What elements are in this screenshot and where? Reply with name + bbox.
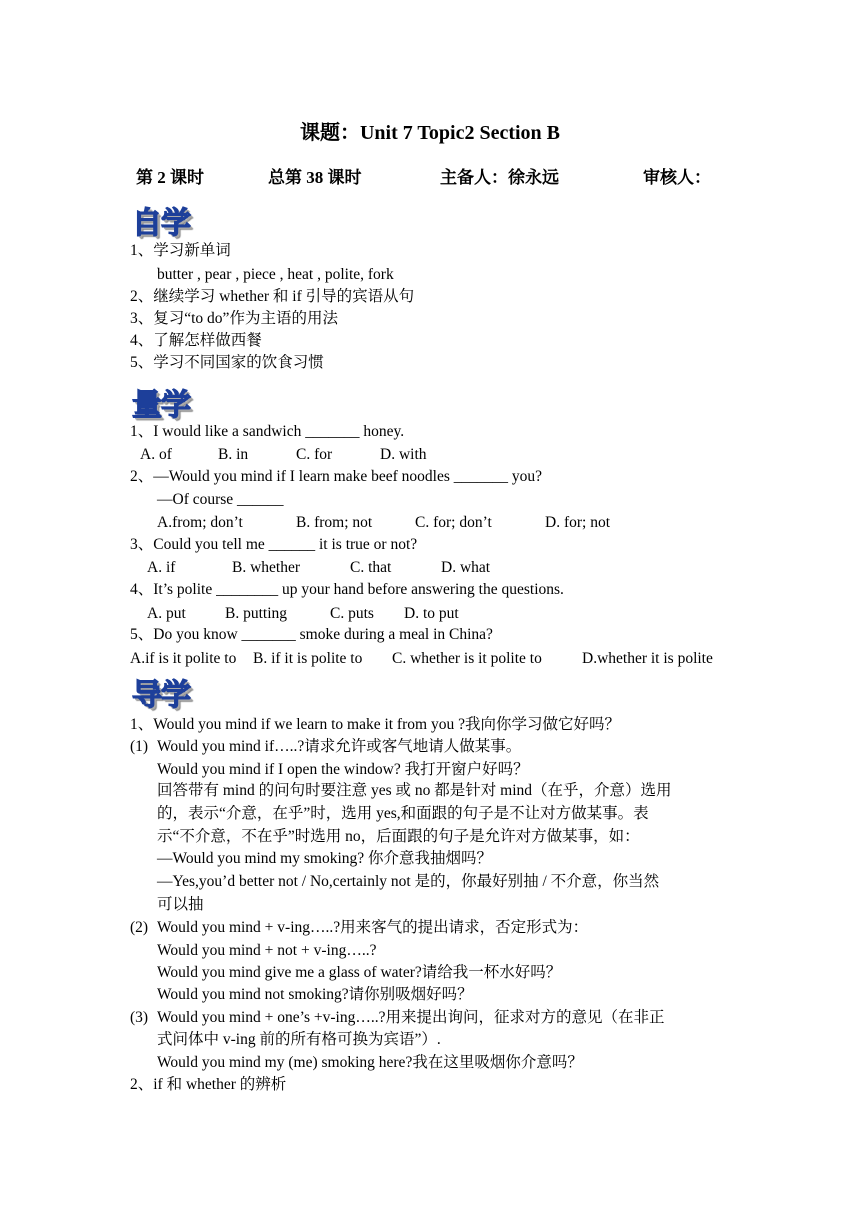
quiz-option: A. of bbox=[140, 446, 172, 463]
total-lesson-number: 总第 38 课时 bbox=[268, 168, 362, 187]
quiz-option: C. for; don’t bbox=[415, 514, 492, 531]
guide-example: Would you mind not smoking?请你别吸烟好吗？ bbox=[157, 986, 473, 1003]
quiz-option: C. that bbox=[350, 559, 392, 576]
guide-line-1: 1、Would you mind if we learn to make it from you ?我向你学习做它好吗？ bbox=[130, 716, 620, 733]
guide-point-number: (2) bbox=[130, 919, 149, 936]
quiz-option: B. from; not bbox=[296, 514, 373, 531]
guide-line-2: 2、if 和 whether 的辨析 bbox=[130, 1076, 287, 1093]
zixue-item-2: 2、继续学习 whether 和 if 引导的宾语从句 bbox=[130, 288, 415, 305]
section-heading-zixue: 自学 bbox=[132, 206, 190, 241]
quiz-option: D. what bbox=[441, 559, 491, 576]
zixue-item-3: 3、复习“to do”作为主语的用法 bbox=[130, 310, 338, 327]
guide-example: Would you mind + not + v-ing…..? bbox=[157, 942, 377, 959]
guide-example: Would you mind give me a glass of water?请给我一杯水好吗？ bbox=[157, 964, 562, 981]
quiz-option: C. puts bbox=[330, 605, 374, 622]
quiz-option: D. with bbox=[380, 446, 427, 463]
quiz-option: A.from; don’t bbox=[157, 514, 243, 531]
quiz-option: D.whether it is polite bbox=[582, 650, 713, 667]
quiz-option: D. to put bbox=[404, 605, 459, 622]
zixue-item-5: 5、学习不同国家的饮食习惯 bbox=[130, 354, 324, 371]
quiz-option: B. whether bbox=[232, 559, 301, 576]
quiz-question-1: 1、I would like a sandwich _______ honey. bbox=[130, 423, 405, 440]
quiz-question-3: 3、Could you tell me ______ it is true or not? bbox=[130, 536, 418, 553]
quiz-option: C. for bbox=[296, 446, 333, 463]
preparer: 主备人：徐永远 bbox=[440, 168, 559, 187]
guide-example: Would you mind my (me) smoking here?我在这里吸烟你介意吗？ bbox=[157, 1054, 583, 1071]
quiz-option: A. put bbox=[147, 605, 186, 622]
reviewer: 审核人： bbox=[643, 168, 711, 187]
guide-point-3-cont: 式问体中 v-ing 前的所有格可换为宾语”）. bbox=[157, 1031, 441, 1048]
guide-note: 的，表示“介意，在乎”时，选用 yes,和面跟的句子是不让对方做某事。表 bbox=[157, 805, 649, 822]
guide-point-2: Would you mind + v-ing…..?用来客气的提出请求，否定形式为： bbox=[157, 919, 589, 936]
guide-point-3: Would you mind + one’s +v-ing…..?用来提出询问，征求对方的意见（在非正 bbox=[157, 1009, 665, 1026]
guide-point-1: Would you mind if…..?请求允许或客气地请人做某事。 bbox=[157, 738, 522, 755]
quiz-question-2-reply: —Of course ______ bbox=[157, 491, 284, 508]
quiz-question-5: 5、Do you know _______ smoke during a meal in China? bbox=[130, 626, 493, 643]
quiz-question-2: 2、—Would you mind if I learn make beef noodles _______ you? bbox=[130, 468, 542, 485]
page-title: 课题：Unit 7 Topic2 Section B bbox=[299, 122, 561, 144]
guide-example: —Would you mind my smoking? 你介意我抽烟吗？ bbox=[157, 850, 493, 867]
zixue-vocab: butter , pear , piece , heat , polite, fork bbox=[157, 266, 394, 283]
section-heading-liangxue: 量学 bbox=[132, 388, 190, 423]
guide-point-number: (1) bbox=[130, 738, 149, 755]
guide-example: 可以抽 bbox=[157, 896, 204, 913]
guide-note: 回答带有 mind 的问句时要注意 yes 或 no 都是针对 mind（在乎，介意）选用 bbox=[157, 782, 672, 799]
guide-example: —Yes,you’d better not / No,certainly not 是的，你最好别抽 / 不介意，你当然 bbox=[157, 873, 660, 890]
quiz-option: C. whether is it polite to bbox=[392, 650, 542, 667]
guide-note: 示“不介意，不在乎”时选用 no，后面跟的句子是允许对方做某事，如： bbox=[157, 828, 640, 845]
guide-example: Would you mind if I open the window? 我打开窗户好吗？ bbox=[157, 761, 529, 778]
quiz-option: B. if it is polite to bbox=[253, 650, 363, 667]
quiz-option: B. putting bbox=[225, 605, 288, 622]
zixue-item-1: 1、学习新单词 bbox=[130, 242, 231, 259]
quiz-option: A.if is it polite to bbox=[130, 650, 237, 667]
section-heading-daoxue: 导学 bbox=[132, 678, 190, 713]
quiz-option: B. in bbox=[218, 446, 249, 463]
guide-point-number: (3) bbox=[130, 1009, 149, 1026]
lesson-number: 第 2 课时 bbox=[136, 168, 204, 187]
quiz-question-4: 4、It’s polite ________ up your hand before answering the questions. bbox=[130, 581, 564, 598]
quiz-option: A. if bbox=[147, 559, 176, 576]
quiz-option: D. for; not bbox=[545, 514, 611, 531]
zixue-item-4: 4、了解怎样做西餐 bbox=[130, 332, 262, 349]
